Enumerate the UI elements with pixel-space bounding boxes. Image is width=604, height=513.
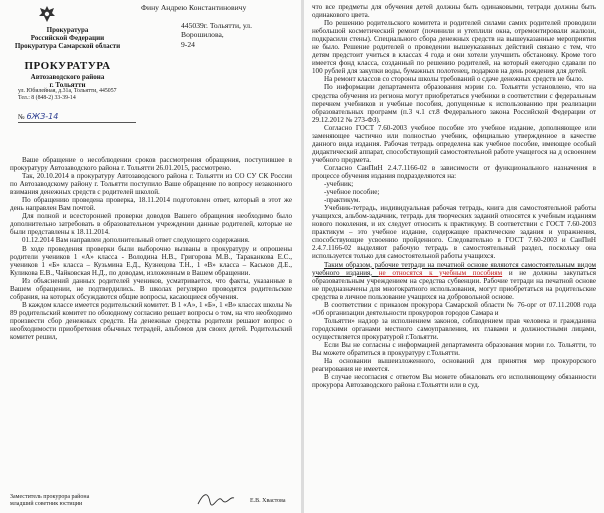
signer-name: Е.В. Хвастова <box>250 498 286 504</box>
paragraph: что все предметы для обучения детей должны быть одинаковыми, тетради должны быть одинакового цвета. <box>312 3 596 20</box>
paragraph: Тольятти» надзор за исполнением законов, соблюдением прав человека и гражданина городскими органами местного самоуправления, их главами и должностными лицами, осуществляется прокуратурой г.Тольятти. <box>312 316 596 341</box>
left-body <box>10 156 292 341</box>
paragraph: Ваше обращение о несоблюдении сроков рассмотрения обращения, поступившее в прокуратуру Автозаводского района г. Тольятти 26.01.2015, рассмотрено. <box>10 156 292 173</box>
org-line-2: Российской Федерации <box>30 34 105 42</box>
paragraph: Учебник-тетрадь, индивидуальная рабочая тетрадь, книга для самостоятельной работы учащихся, альбом-задачник, тетрадь для творческих заданий относятся к учебным изданиям нового поколения, и их следует относить к практикуму. В соответствии с ГОСТ 7.60-2003 практикум – это учебное издание, содержащее практические задания и упражнения, способствующие усвоению пройденного. Следовательно в ГОСТ 7.60-2003 и СанПиН 2.4.7.1166-02 выделяют рабочую тетрадь в самостоятельный раздел, поскольку она используется только для самостоятельной работы учащихся. <box>312 204 596 261</box>
signer-title-1: Заместитель прокурора района <box>10 494 90 500</box>
paragraph: В ходе проведения проверки были выборочно вызваны в прокуратуру и опрошены родители учеников 1 «А» класса - Володина Н.В., Григорова М.В., Тараканкова Е.С., учеников 1 «Б» класса – Кузьмина Е.Д., Кузнецова Т.Н., 1 «В» класса – Каськов Д.Е., Куликова Е.В., Чайковская Н.Д., по доводам, изложенным в Вашем обращении. <box>10 244 292 277</box>
org-subtitle-2: г. Тольятти <box>49 81 86 89</box>
org-big-title: ПРОКУРАТУРА <box>24 60 111 72</box>
paragraph: 01.12.2014 Вам направлен дополнительный ответ следующего содержания. <box>22 236 250 245</box>
registration-number <box>18 112 136 123</box>
org-line-3: Прокуратура Самарской области <box>14 42 121 50</box>
paragraph: По информации департамента образования мэрии г.о. Тольятти установлено, что на средства обучения из региона могут приобретаться учебники в соответствии с федеральным перечнем учебников и учебные пособия, допущенные к использованию при реализации образовательных программ (п.3 ч.1 ст.8 Федерального закона Российской Федерации от 29.12.2012 № 273-ФЗ). <box>312 83 596 124</box>
paragraph: Согласно СанПиН 2.4.7.1166-02 в зависимости от функционального назначения в процессе обучения издания подразделяются на: <box>312 163 596 180</box>
paragraph: В случае несогласия с ответом Вы можете обжаловать его исполняющему обязанности прокурора Автозаводского района г.Тольятти или в суд. <box>312 373 596 390</box>
addressee-address-2: 9-24 <box>181 39 195 49</box>
eagle-emblem-icon <box>37 4 57 24</box>
org-header <box>0 26 135 50</box>
paragraph: Если Вы не согласны с информацией департамента образования мэрии г.о. Тольятти, то Вы можете обратиться в прокуратуру г.Тольятти. <box>312 340 596 358</box>
paragraph: По решению родительского комитета и родителей силами самих родителей проводили небольшой косметический ремонт (починили и утеплили окна, отремонтировали жалюзи, подкрасили стены). Специального сбора денежных средств на вышеуказанные мероприятия не было. Решение родителей о проведении вышеуказанных действий связано с тем, что детям предстоит учиться в классах 4 года и они хотели улучшить обстановку. Кроме того имеется фонд класса, созданный по решению родителей, на который ежегодно сдавали по 100 рублей для закупки воды, бумажных полотенец, подарков на день рождения для детей. <box>312 19 596 76</box>
paragraph: Для полной и всесторонней проверки доводов Вашего обращения необходимо было дополнительно затребовать в образовательном учреждении данные родителей, которые не были представлены к 18.11.2014. <box>10 212 292 237</box>
paragraph: -учебник; <box>324 180 354 189</box>
right-body <box>312 3 596 389</box>
addressee-address-1: 445039г. Тольятти, ул. Ворошилова, <box>181 20 252 40</box>
org-subtitle <box>0 73 135 89</box>
paragraph: Из объяснений данных родителей учеников, усматривается, что факты, указанные в Вашем обращении, не подтвердились. В школах регулярно проводятся родительские собрания, на которых обсуждаются общие вопросы, касающиеся обучения. <box>10 276 292 301</box>
signer-title-2: младший советник юстиции <box>10 501 83 507</box>
plain-text: и не должны закупаться образовательным учреждением на средства субвенции. Рабочие тетради на печатной основе не предназначены для многократного использования, могут приобретаться на родительские средства в личное пользование учащихся на добровольной основе. <box>312 268 596 301</box>
paragraph: По обращению проведена проверка, 18.11.2014 подготовлен ответ, который в этот же день направлен Вам почтой. <box>10 196 292 213</box>
registration-handwritten: 6ЖЗ-14 <box>26 112 59 121</box>
paragraph: Согласно ГОСТ 7.60-2003 учебное пособие это учебное издание, дополняющее или заменяющее частично или полностью учебник, официально утвержденное в качестве данного вида издания. Рабочая тетрадь определена как учебное пособие, имеющее особый дидактический аппарат, способствующий самостоятельной работе учащегося на д освоением учебного предмета. <box>312 123 596 164</box>
paragraph: На основании вышеизложенного, оснований для принятия мер прокурорского реагирования не имеется. <box>312 357 596 374</box>
signature-icon <box>196 490 236 508</box>
highlighted-text: не относятся к учебным пособиям <box>378 268 503 277</box>
paragraph: В соответствии с приказом прокурора Самарской области № 76-орг от 07.11.2008 года «Об организации деятельности прокуроров городов Самара и <box>312 300 596 317</box>
org-subtitle-1: Автозаводского района <box>30 73 105 81</box>
page-right <box>304 0 604 513</box>
paragraph: На ремонт классов со стороны школы требований о сдаче денежных средств не было. <box>324 75 584 84</box>
org-address <box>18 88 136 102</box>
paragraph: -учебное пособие; <box>324 188 380 197</box>
addressee-block <box>141 3 291 49</box>
paragraph-highlighted <box>312 261 596 301</box>
underlined-text: Таким образом, рабочие тетради на печатной основе являются самостоятельным видом учебного издания, <box>312 260 596 277</box>
org-address-line-1: ул. Юбилейная, д.31а, Тольятти, 445057 <box>18 88 117 94</box>
addressee-name: Фину Андрею Константиновичу <box>141 3 247 12</box>
paragraph: -практикум. <box>324 196 361 205</box>
org-address-line-2: Тел.: 8 (848-2) 33-39-14 <box>18 95 76 101</box>
paragraph: В каждом классе имеется родительский комитет. В 1 «А», 1 «Б», 1 «В» классах школы № 89 родительский комитет по обоюдному согласию решает вопросы о том, на что необходимо произвести сбор денежных средств. На денежные средства родители решают вопрос о необходимости приобретения обычных тетрадей, альбомов для своих детей. Родительский комитет решил, <box>10 300 292 342</box>
paragraph: Так, 20.10.2014 в прокуратуру Автозаводского района г. Тольятти из СО СУ СК России по Автозаводскому району г. Тольятти поступило Ваше обращение по вопросу незаконного взимания денежных средств с родителей школой. <box>10 172 292 197</box>
registration-prefix: № <box>18 113 25 121</box>
org-line-1: Прокуратура <box>46 26 89 34</box>
page-left <box>0 0 301 513</box>
